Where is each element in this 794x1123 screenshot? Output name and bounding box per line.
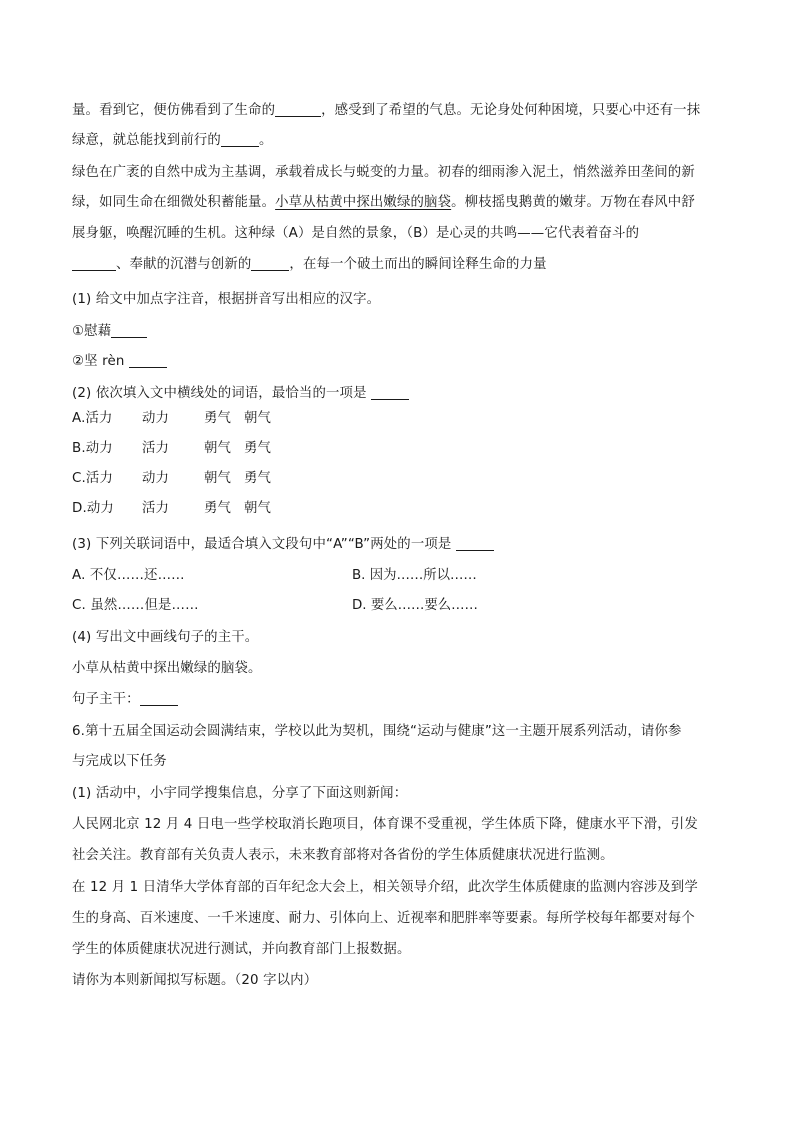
- option-label: B.动力: [72, 441, 113, 456]
- passage-line: [72, 131, 273, 151]
- underlined-sentence: 小草从枯黄中探出嫩绿的脑袋: [275, 195, 452, 210]
- news-line: 在 12 月 1 日清华大学体育部的百年纪念大会上，相关领导介绍，此次学生体质健康的监测内容涉及到学: [72, 880, 698, 895]
- text: 。: [258, 133, 273, 148]
- text: ②坚 rèn: [72, 354, 129, 369]
- answer-blank[interactable]: [275, 102, 321, 117]
- answer-blank[interactable]: [371, 385, 409, 400]
- option-word: 勇气: [204, 501, 232, 516]
- option-word: 勇气: [244, 471, 272, 486]
- question-prompt: 与完成以下任务: [72, 754, 167, 769]
- answer-line: [72, 690, 178, 710]
- option-row: [72, 439, 271, 459]
- choice-b: B. 因为……所以……: [352, 568, 477, 583]
- task-prompt: 请你为本则新闻拟写标题。（20 字以内）: [72, 973, 318, 988]
- answer-blank[interactable]: [129, 353, 167, 368]
- passage-line: 展身躯，唤醒沉睡的生机。这种绿（A）是自然的景象，（B）是心灵的共鸣——它代表着奋斗的: [72, 226, 640, 241]
- news-line: 社会关注。教育部有关负责人表示，未来教育部将对各省份的学生体质健康状况进行监测。: [72, 848, 614, 863]
- question-prompt: (1) 给文中加点字注音，根据拼音写出相应的汉字。: [72, 292, 381, 307]
- answer-blank[interactable]: [251, 256, 289, 271]
- text: 量。看到它，便仿佛看到了生命的: [72, 103, 276, 118]
- choice-c: C. 虽然……但是……: [72, 598, 199, 613]
- option-word: 活力: [142, 501, 170, 516]
- question-prompt: [72, 384, 409, 404]
- news-line: 人民网北京 12 月 4 日电一些学校取消长跑项目，体育课不受重视，学生体质下降，健康水平下滑，引发: [72, 817, 698, 832]
- text: ，在每一个破土而出的瞬间诠释生命的力量: [289, 257, 547, 272]
- text: 绿意，就总能找到前行的: [72, 133, 221, 148]
- passage-line: 绿色在广袤的自然中成为主基调，承载着成长与蜕变的力量。初春的细雨渗入泥土，悄然滋养田垄间的新: [72, 165, 695, 180]
- option-word: 朝气: [204, 441, 232, 456]
- text: 。柳枝摇曳鹅黄的嫩芽。万物在春风中舒: [451, 195, 695, 210]
- option-word: 勇气: [244, 441, 272, 456]
- option-word: 动力: [142, 411, 170, 426]
- quoted-sentence: 小草从枯黄中探出嫩绿的脑袋。: [72, 661, 262, 676]
- news-line: 学生的体质健康状况进行测试，并向教育部门上报数据。: [72, 942, 411, 957]
- text: 、奉献的沉潜与创新的: [116, 257, 252, 272]
- choice-a: A. 不仅……还……: [72, 568, 185, 583]
- option-word: 勇气: [204, 411, 232, 426]
- passage-line: [72, 255, 547, 275]
- passage-line: [72, 101, 700, 121]
- question-item: [72, 352, 167, 372]
- option-row: [72, 469, 271, 489]
- answer-blank[interactable]: [111, 323, 147, 338]
- text: 句子主干：: [72, 692, 140, 707]
- option-word: 朝气: [204, 471, 232, 486]
- option-label: C.活力: [72, 471, 113, 486]
- option-word: 动力: [142, 471, 170, 486]
- answer-blank[interactable]: [456, 536, 494, 551]
- passage-line: [72, 193, 695, 213]
- text: (3) 下列关联词语中，最适合填入文段句中“A”“B”两处的一项是: [72, 537, 456, 552]
- text: ，感受到了希望的气息。无论身处何种困境，只要心中还有一抹: [321, 103, 701, 118]
- sub-question: (1) 活动中，小宇同学搜集信息，分享了下面这则新闻：: [72, 786, 408, 801]
- text: ①慰藉: [72, 324, 112, 339]
- option-label: D.动力: [72, 501, 114, 516]
- answer-blank[interactable]: [140, 691, 178, 706]
- text: (2) 依次填入文中横线处的词语，最恰当的一项是: [72, 386, 372, 401]
- option-word: 朝气: [244, 411, 272, 426]
- option-row: [72, 499, 271, 519]
- text: 绿，如同生命在细微处积蓄能量。: [72, 195, 276, 210]
- question-prompt: (4) 写出文中画线句子的主干。: [72, 630, 259, 645]
- option-word: 朝气: [244, 501, 272, 516]
- answer-blank[interactable]: [221, 132, 259, 147]
- answer-blank[interactable]: [72, 256, 116, 271]
- news-line: 生的身高、百米速度、一千米速度、耐力、引体向上、近视率和肥胖率等要素。每所学校每年都要对每个: [72, 911, 695, 926]
- option-word: 活力: [142, 441, 170, 456]
- question-item: [72, 322, 147, 342]
- question-prompt: 6.第十五届全国运动会圆满结束，学校以此为契机，围绕“运动与健康”这一主题开展系列活动，请你参: [72, 724, 682, 739]
- option-label: A.活力: [72, 411, 113, 426]
- question-prompt: [72, 535, 494, 555]
- option-row: [72, 409, 271, 429]
- choice-d: D. 要么……要么……: [352, 598, 478, 613]
